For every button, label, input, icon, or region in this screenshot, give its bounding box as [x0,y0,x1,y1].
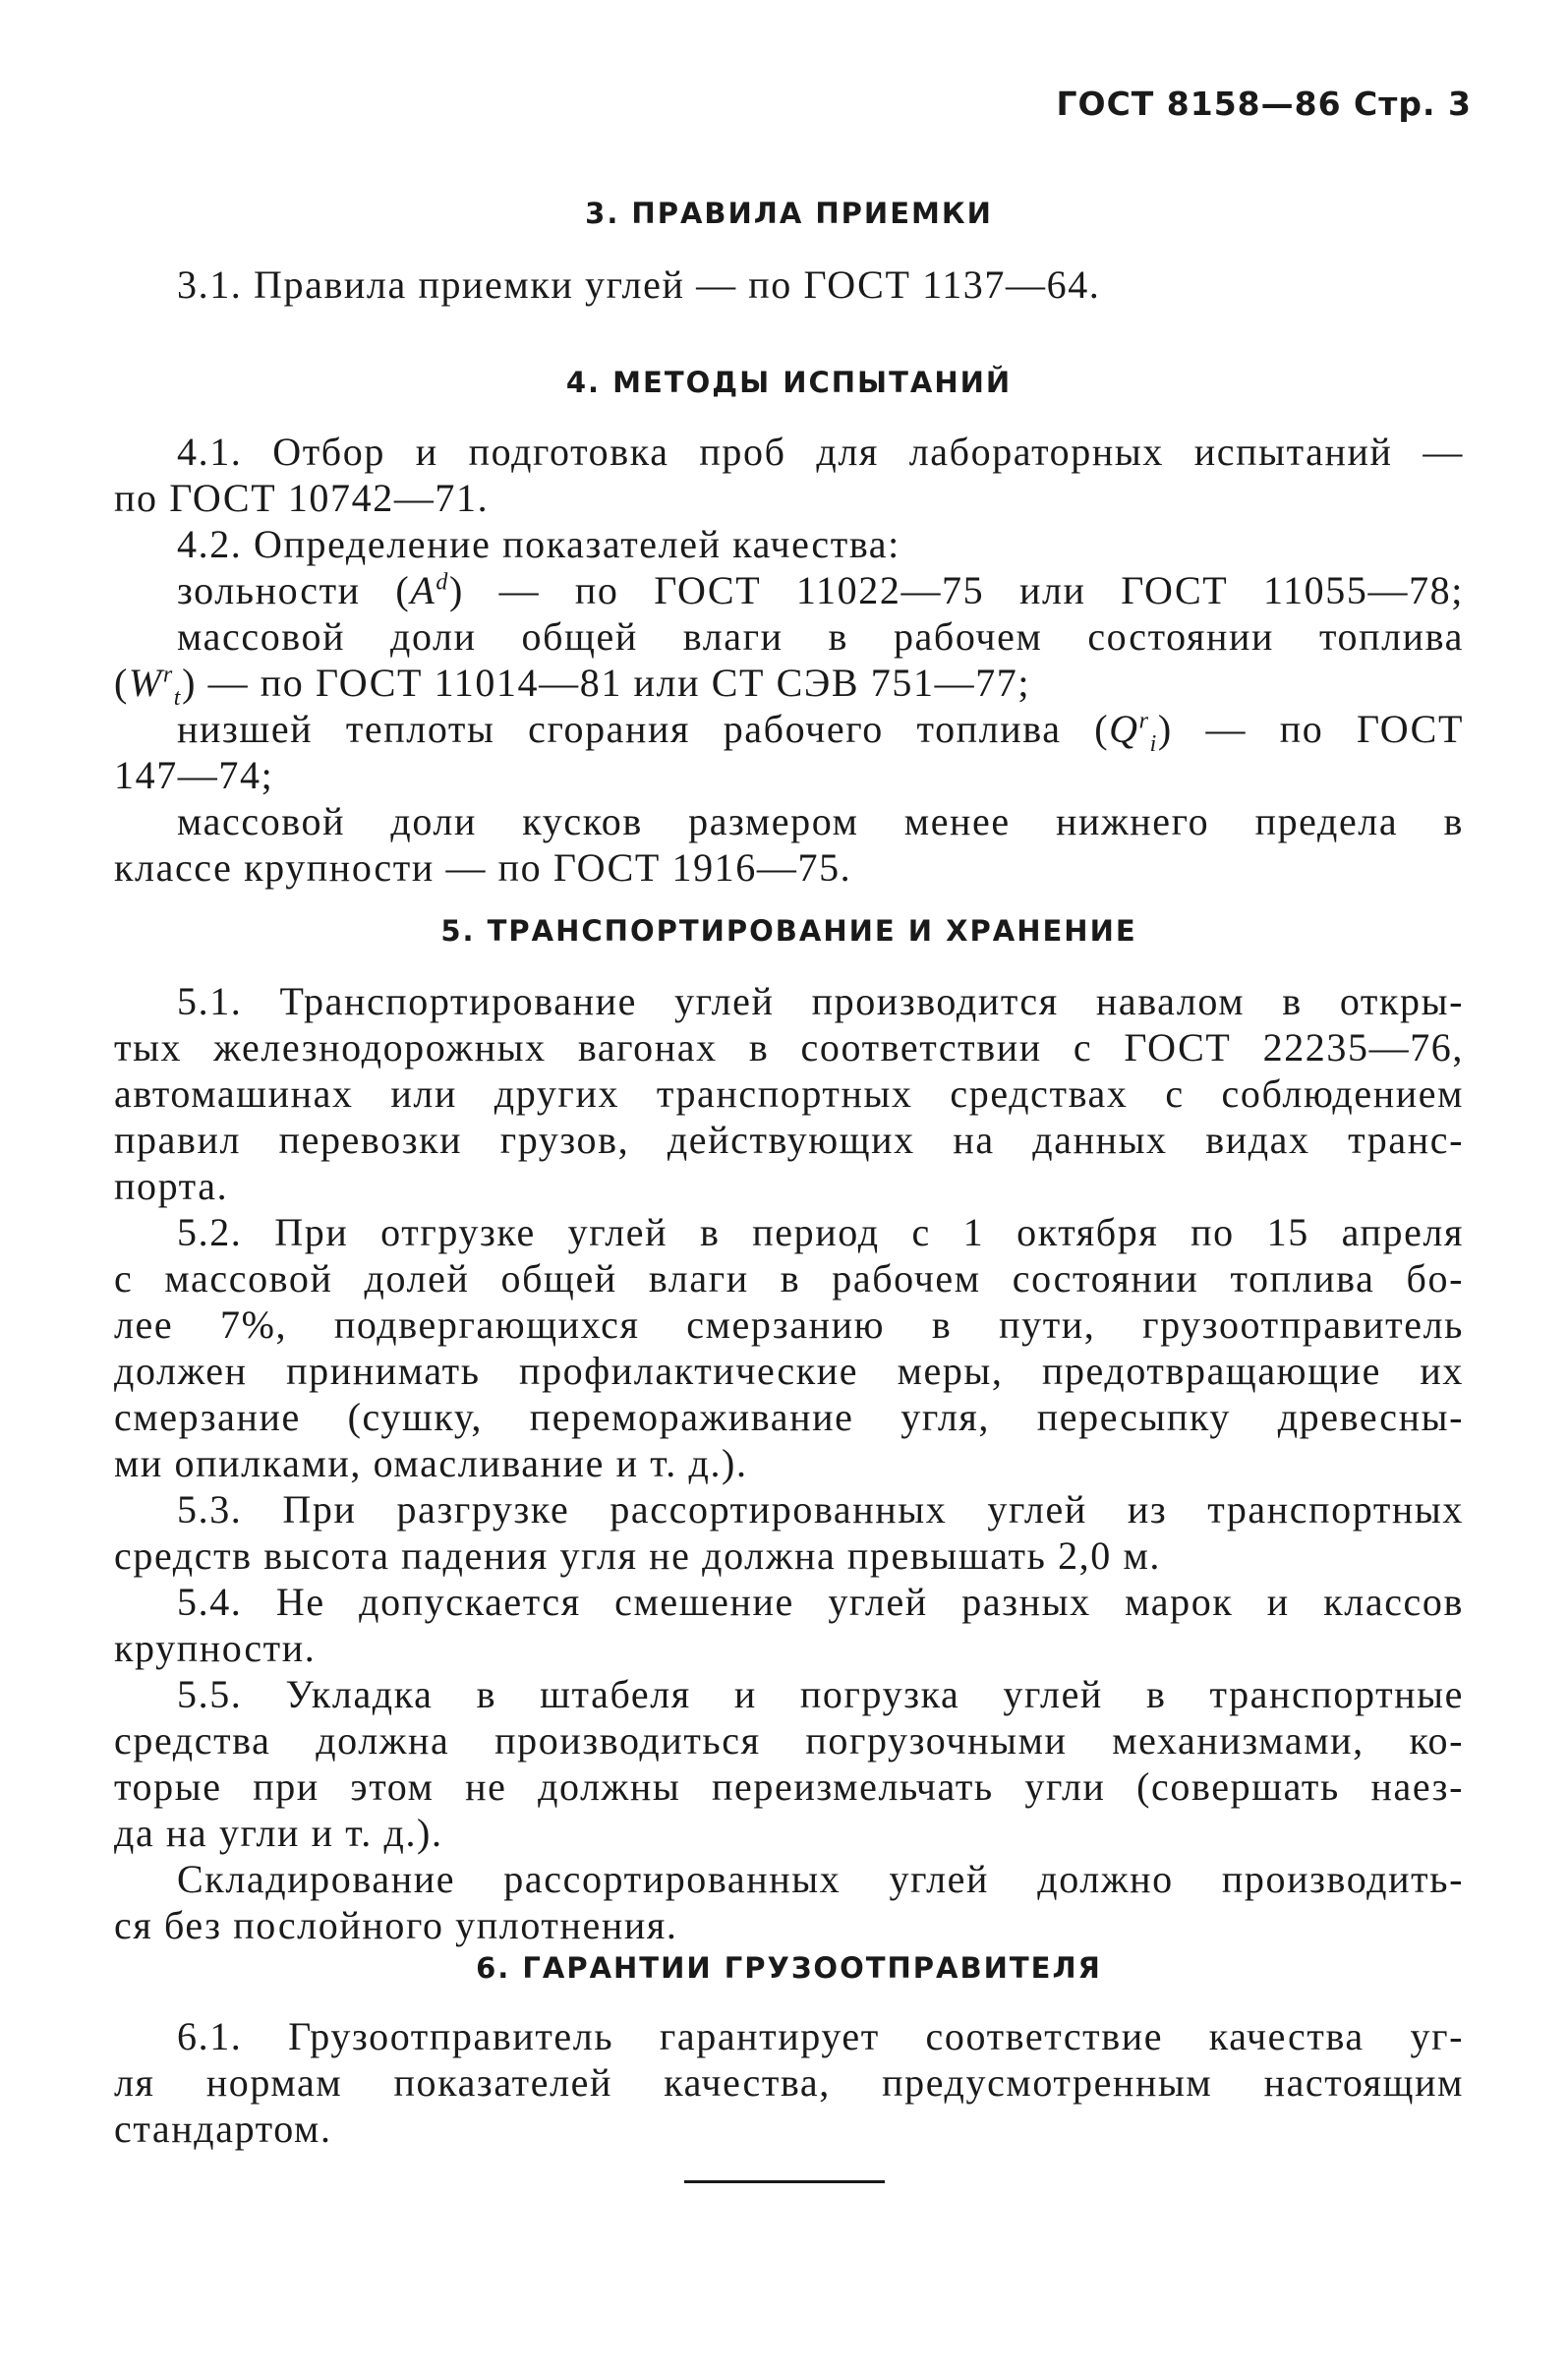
section-3-title: 3. ПРАВИЛА ПРИЕМКИ [585,197,993,230]
section-5-title: 5. ТРАНСПОРТИРОВАНИЕ И ХРАНЕНИЕ [440,914,1137,948]
moisture-subscript: t [173,685,183,711]
paragraph-line: ля нормам показателей качества, предусмотренным настоящим [114,2060,1464,2105]
paragraph-line [114,706,1464,757]
paragraph-line: 6.1. Грузоотправитель гарантирует соответствие качества уг- [177,2014,1464,2058]
moisture-symbol: W [128,661,163,705]
paragraph-line: 147—74; [114,753,274,797]
section-4-body [114,429,1464,891]
section-4-title: 4. МЕТОДЫ ИСПЫТАНИЙ [565,366,1013,399]
paragraph-line: Складирование рассортированных углей должно производить- [177,1857,1464,1901]
paragraph-line: средства должна производиться погрузочными механизмами, ко- [114,1718,1464,1763]
paragraph-line: торые при этом не должны переизмельчать угли (совершать наез- [114,1764,1464,1809]
moisture-superscript: r [162,662,174,688]
text-fragment: ) — по ГОСТ [1157,707,1464,751]
heat-symbol: Q [1109,707,1139,751]
text-fragment: ( [114,661,129,705]
heat-subscript: i [1149,731,1158,757]
paragraph-line [114,567,1464,613]
paragraph-line: 5.3. При разгрузке рассортированных углей из транспортных [177,1487,1464,1532]
ash-symbol: A [410,568,436,612]
paragraph-line: 5.5. Укладка в штабеля и погрузка углей в транспортные [177,1672,1464,1716]
section-6-title: 6. ГАРАНТИИ ГРУЗООТПРАВИТЕЛЯ [476,1951,1102,1985]
paragraph-line: лее 7%, подвергающихся смерзанию в пути, грузоотправитель [114,1302,1464,1347]
section-6-body [114,2013,1464,2152]
ash-superscript: d [436,569,449,596]
text-fragment: ) — по ГОСТ 11014—81 или СТ СЭВ 751—77; [182,661,1031,705]
paragraph-line: ся без послойного уплотнения. [114,1903,678,1947]
paragraph-line: 4.2. Определение показателей качества: [177,522,900,566]
paragraph-line: 5.2. При отгрузке углей в период с 1 октября по 15 апреля [177,1210,1464,1254]
section-3-body [114,261,1464,308]
paragraph-line: да на угли и т. д.). [114,1811,443,1855]
paragraph-line: классе крупности — по ГОСТ 1916—75. [114,845,852,890]
paragraph-line: массовой доли кусков размером менее нижнего предела в [177,799,1464,843]
paragraph-line: ми опилками, омасливание и т. д.). [114,1441,748,1485]
paragraph-line: по ГОСТ 10742—71. [114,476,490,520]
paragraph-line: стандартом. [114,2107,332,2151]
heat-superscript: r [1138,708,1150,734]
paragraph-line: с массовой долей общей влаги в рабочем состоянии топлива бо- [114,1256,1464,1301]
text-fragment: ) — по ГОСТ 11022—75 или ГОСТ 11055—78; [448,568,1464,612]
paragraph-line: 4.1. Отбор и подготовка проб для лабораторных испытаний — [177,430,1464,474]
paragraph-line: средств высота падения угля не должна превышать 2,0 м. [114,1533,1161,1578]
paragraph-line: порта. [114,1164,229,1208]
paragraph-line: 5.1. Транспортирование углей производится навалом в откры- [177,979,1464,1023]
text-fragment: низшей теплоты сгорания рабочего топлива ( [177,707,1110,751]
paragraph-line: автомашинах или других транспортных средствах с соблюдением [114,1071,1464,1116]
paragraph-line: смерзание (сушку, перемораживание угля, пересыпку древесны- [114,1395,1464,1439]
page-header: ГОСТ 8158—86 Стр. 3 [1056,85,1472,123]
paragraph-line: правил перевозки грузов, действующих на данных видах транс- [114,1118,1464,1162]
paragraph-line: тых железнодорожных вагонах в соответствии с ГОСТ 22235—76, [114,1025,1464,1069]
section-5-body [114,978,1464,1948]
paragraph-line: крупности. [114,1626,317,1670]
text-fragment: зольности ( [177,568,411,612]
paragraph-line: массовой доли общей влаги в рабочем состоянии топлива [177,614,1464,659]
paragraph-line: 3.1. Правила приемки углей — по ГОСТ 1137—64. [177,262,1101,307]
end-divider [684,2180,885,2183]
paragraph-line [114,660,1464,711]
paragraph-line: должен принимать профилактические меры, предотвращающие их [114,1349,1464,1393]
paragraph-line: 5.4. Не допускается смешение углей разных марок и классов [177,1580,1464,1624]
